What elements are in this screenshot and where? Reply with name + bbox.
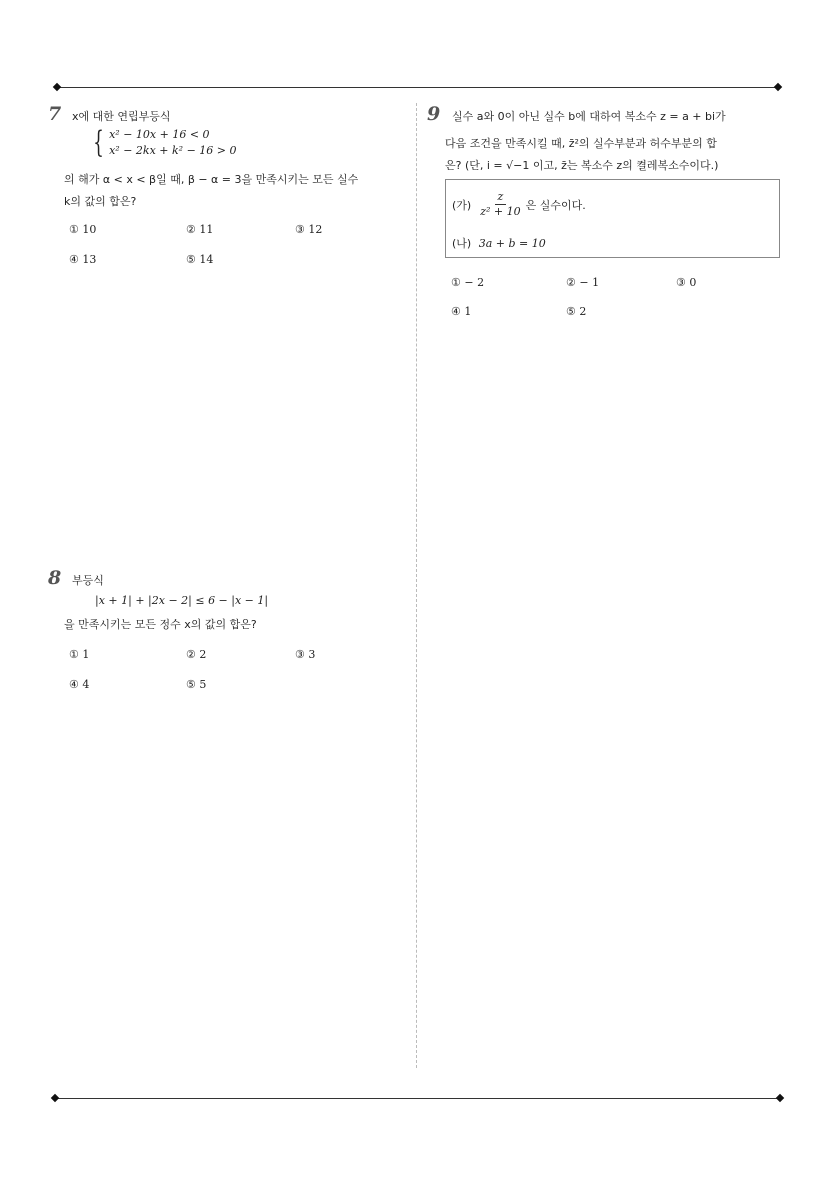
condition-b-label: (나) xyxy=(452,237,472,250)
bottom-rule-right-diamond xyxy=(776,1094,784,1102)
inequality-expression: |x + 1| + |2x − 2| ≤ 6 − |x − 1| xyxy=(95,594,269,607)
top-rule-right-diamond xyxy=(774,83,782,91)
condition-a-tail: 은 실수이다. xyxy=(525,198,586,212)
top-rule-left-diamond xyxy=(53,83,61,91)
system-brace: { xyxy=(93,125,104,160)
column-separator xyxy=(416,103,417,1068)
condition-b xyxy=(452,235,546,251)
question-text: 부등식 xyxy=(72,574,104,587)
bottom-rule xyxy=(55,1098,781,1099)
top-rule xyxy=(57,87,779,88)
bottom-rule-left-diamond xyxy=(51,1094,59,1102)
choice-3[interactable]: ③ 3 xyxy=(295,648,316,661)
choice-5[interactable]: ⑤ 5 xyxy=(186,678,207,691)
condition-a-label: (가) xyxy=(452,198,472,212)
choice-3[interactable]: ③ 0 xyxy=(676,276,697,289)
question-text: 의 해가 α < x < β일 때, β − α = 3을 만족시키는 모든 실수 xyxy=(64,173,359,186)
question-text: k의 값의 합은? xyxy=(64,195,137,208)
choice-5[interactable]: ⑤ 14 xyxy=(186,253,214,266)
condition-b-expression: 3a + b = 10 xyxy=(478,237,546,250)
choice-3[interactable]: ③ 12 xyxy=(295,223,323,236)
question-number: 8 xyxy=(48,567,62,589)
choice-4[interactable]: ④ 13 xyxy=(69,253,97,266)
question-text: 은? (단, i = √−1 이고, z̄는 복소수 z의 켤레복소수이다.) xyxy=(445,159,719,172)
choice-4[interactable]: ④ 4 xyxy=(69,678,90,691)
fraction-numerator: z xyxy=(495,190,507,205)
system-line-2: x² − 2kx + k² − 16 > 0 xyxy=(109,144,237,157)
fraction-denominator: z² + 10 xyxy=(480,205,521,218)
condition-box xyxy=(445,179,780,258)
choice-1[interactable]: ① − 2 xyxy=(451,276,485,289)
inequality-system xyxy=(89,127,237,159)
choice-1[interactable]: ① 10 xyxy=(69,223,97,236)
choice-2[interactable]: ② 11 xyxy=(186,223,214,236)
choice-2[interactable]: ② 2 xyxy=(186,648,207,661)
question-text: 실수 a와 0이 아닌 실수 b에 대하여 복소수 z = a + bi가 xyxy=(452,110,726,123)
question-number: 7 xyxy=(48,103,62,125)
choice-2[interactable]: ② − 1 xyxy=(566,276,600,289)
condition-a xyxy=(452,190,586,219)
question-text: 을 만족시키는 모든 정수 x의 값의 합은? xyxy=(64,618,257,631)
question-number: 9 xyxy=(427,103,441,125)
choice-1[interactable]: ① 1 xyxy=(69,648,90,661)
choice-5[interactable]: ⑤ 2 xyxy=(566,305,587,318)
question-text: 다음 조건을 만족시킬 때, z̄²의 실수부분과 허수부분의 합 xyxy=(445,137,717,150)
choice-4[interactable]: ④ 1 xyxy=(451,305,472,318)
question-text: x에 대한 연립부등식 xyxy=(72,110,171,123)
fraction xyxy=(477,190,523,219)
system-line-1: x² − 10x + 16 < 0 xyxy=(109,128,210,141)
